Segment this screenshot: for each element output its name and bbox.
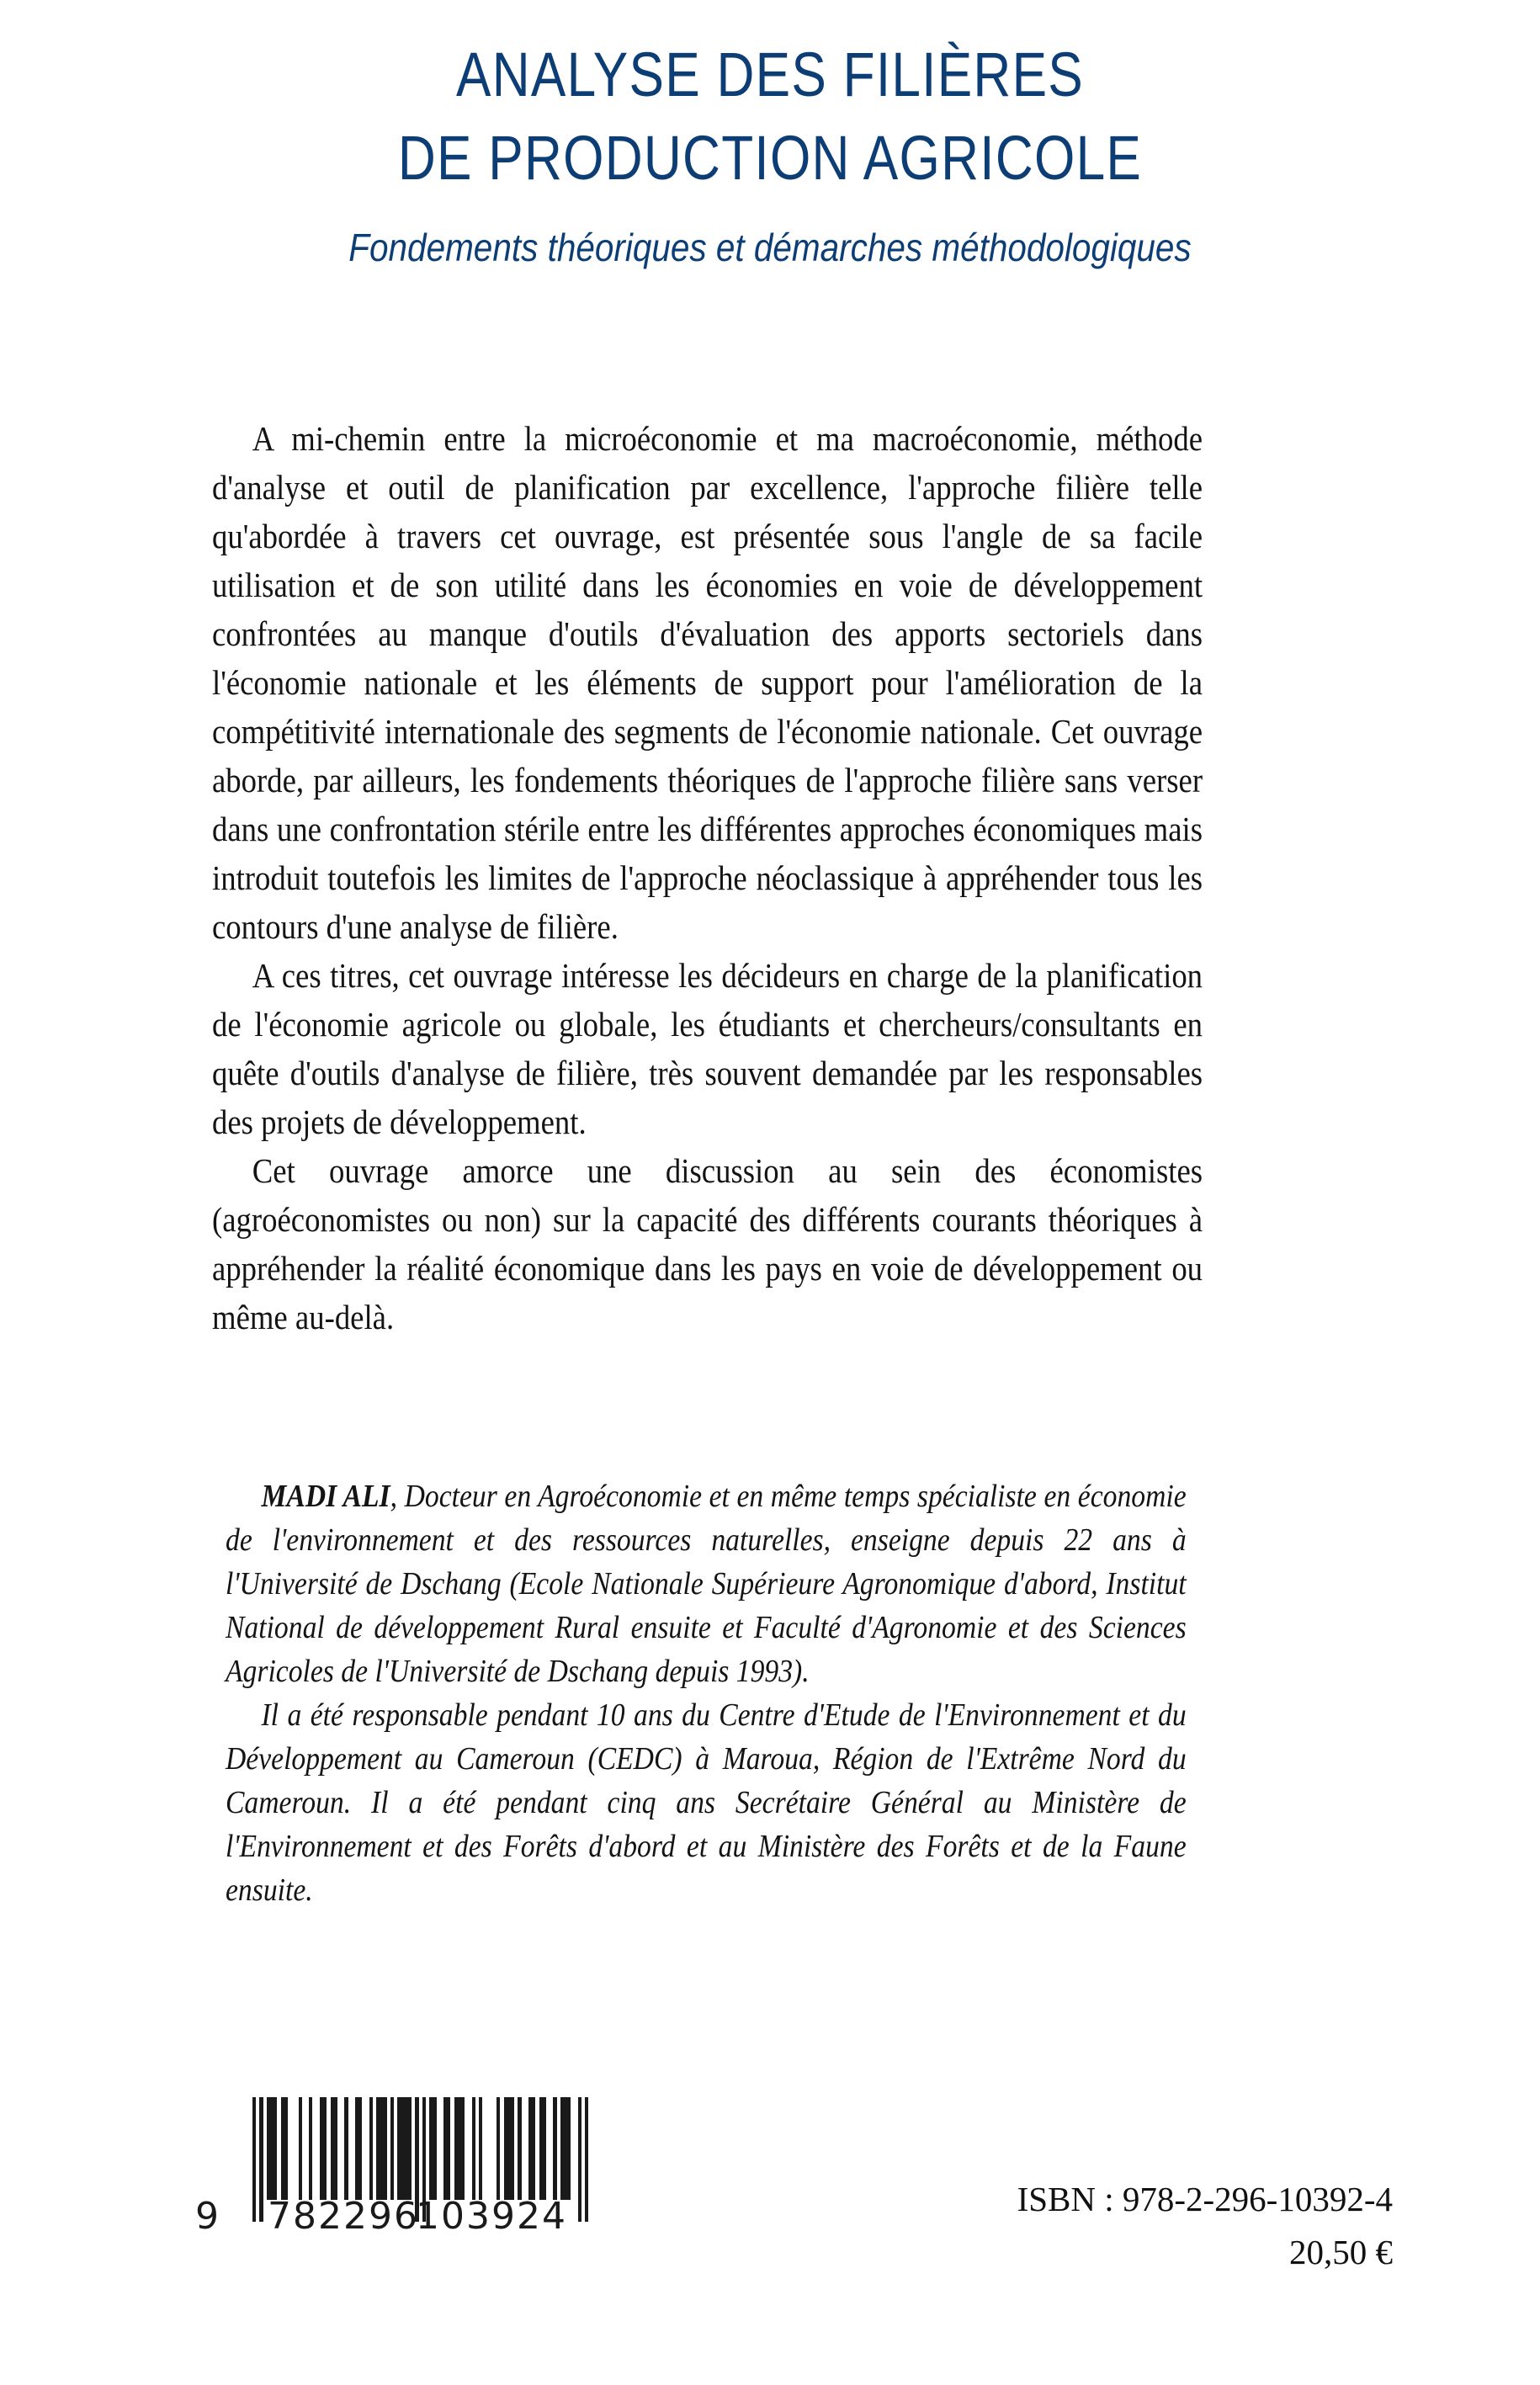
barcode-bar — [299, 2097, 302, 2200]
price-text: 20,50 € — [1289, 2233, 1393, 2271]
barcode-bar — [355, 2097, 362, 2200]
barcode-bar — [539, 2097, 546, 2200]
author-biography — [226, 1474, 1187, 1912]
barcode-lead-digit: 9 — [195, 2195, 220, 2238]
page-title-line-2: DE PRODUCTION AGRICOLE — [397, 123, 1143, 193]
barcode-bar — [267, 2097, 278, 2200]
barcode-digits — [195, 2196, 591, 2237]
barcode-bar — [528, 2097, 535, 2200]
page-subtitle: Fondements théoriques et démarches méthodologiques — [348, 226, 1192, 269]
barcode-bar — [429, 2097, 436, 2200]
bio-paragraph-1 — [226, 1474, 1187, 1693]
author-name: MADI ALI — [261, 1479, 390, 1514]
barcode-bar — [309, 2097, 312, 2200]
title-block — [0, 40, 1540, 269]
barcode-bar — [479, 2097, 482, 2200]
barcode-bar — [369, 2097, 373, 2200]
blurb-paragraph-3: Cet ouvrage amorce une discussion au sein des économistes (agroéconomistes ou non) sur la capacité des différents courants théoriques à appréhender la réalité économique dans les pays en voie de développement ou même au-delà. — [212, 1151, 1203, 1336]
barcode-bar — [504, 2097, 515, 2200]
barcode-bar — [497, 2097, 500, 2200]
barcode-bar — [553, 2097, 556, 2200]
isbn-price-block — [1017, 2173, 1393, 2279]
blurb-paragraph-2: A ces titres, cet ouvrage intéresse les décideurs en charge de la planification de l'économie agricole ou globale, les étudiants et chercheurs/consultants en quête d'outils d'analyse de filière, très souvent demandée par les responsables des projets de développement. — [212, 956, 1203, 1141]
barcode-bar — [281, 2097, 288, 2200]
barcode-bar — [390, 2097, 394, 2200]
barcode-bar — [320, 2097, 327, 2200]
barcode-bar — [560, 2097, 571, 2200]
barcode-bar — [376, 2097, 387, 2200]
blurb-paragraph-1: A mi-chemin entre la microéconomie et ma macroéconomie, méthode d'analyse et outil de planification par excellence, l'approche filière telle qu'abordée à travers cet ouvrage, est présentée sous l'angle de sa facile utilisation et de son utilité dans les économies en voie de développement confrontées au manque d'outils d'évaluation des apports sectoriels dans l'économie nationale et les éléments de support pour l'amélioration de la compétitivité internationale des segments de l'économie nationale. Cet ouvrage aborde, par ailleurs, les fondements théoriques de l'approche filière sans verser dans une confrontation stérile entre les différentes approches économiques mais introduit toutefois les limites de l'approche néoclassique à appréhender tous les contours d'une analyse de filière. — [212, 419, 1203, 946]
barcode-bar — [344, 2097, 348, 2200]
page-title-line-1: ANALYSE DES FILIÈRES — [455, 40, 1085, 109]
barcode-bar — [443, 2097, 450, 2200]
ean13-barcode — [195, 2097, 591, 2257]
barcode-group-1: 782296 — [268, 2195, 419, 2238]
barcode-group-2: 103924 — [416, 2195, 567, 2238]
bio-paragraph-1-text: , Docteur en Agroéconomie et en même temps spécialiste en économie de l'environnement et des ressources naturelles, enseigne depuis 22 ans à l'Université de Dschang (Ecole Nationale Supérieure Agronomique d'abord, Institut National de développement Rural ensuite et Faculté d'Agronomie et des Sciences Agricoles de l'Université de Dschang depuis 1993). — [226, 1479, 1187, 1689]
bio-paragraph-2: Il a été responsable pendant 10 ans du Centre d'Etude de l'Environnement et du Développement au Cameroun (CEDC) à Maroua, Région de l'Extrême Nord du Cameroun. Il a été pendant cinq ans Secrétaire Général au Ministère de l'Environnement et des Forêts d'abord et au Ministère des Forêts et de la Faune ensuite. — [226, 1697, 1187, 1908]
blurb-text — [212, 414, 1203, 1341]
barcode-bar — [397, 2097, 412, 2200]
barcode-bar — [331, 2097, 337, 2200]
barcode-bar — [518, 2097, 521, 2200]
barcode-bar — [454, 2097, 465, 2200]
barcode-bar — [472, 2097, 475, 2200]
isbn-text: ISBN : 978-2-296-10392-4 — [1017, 2180, 1393, 2218]
